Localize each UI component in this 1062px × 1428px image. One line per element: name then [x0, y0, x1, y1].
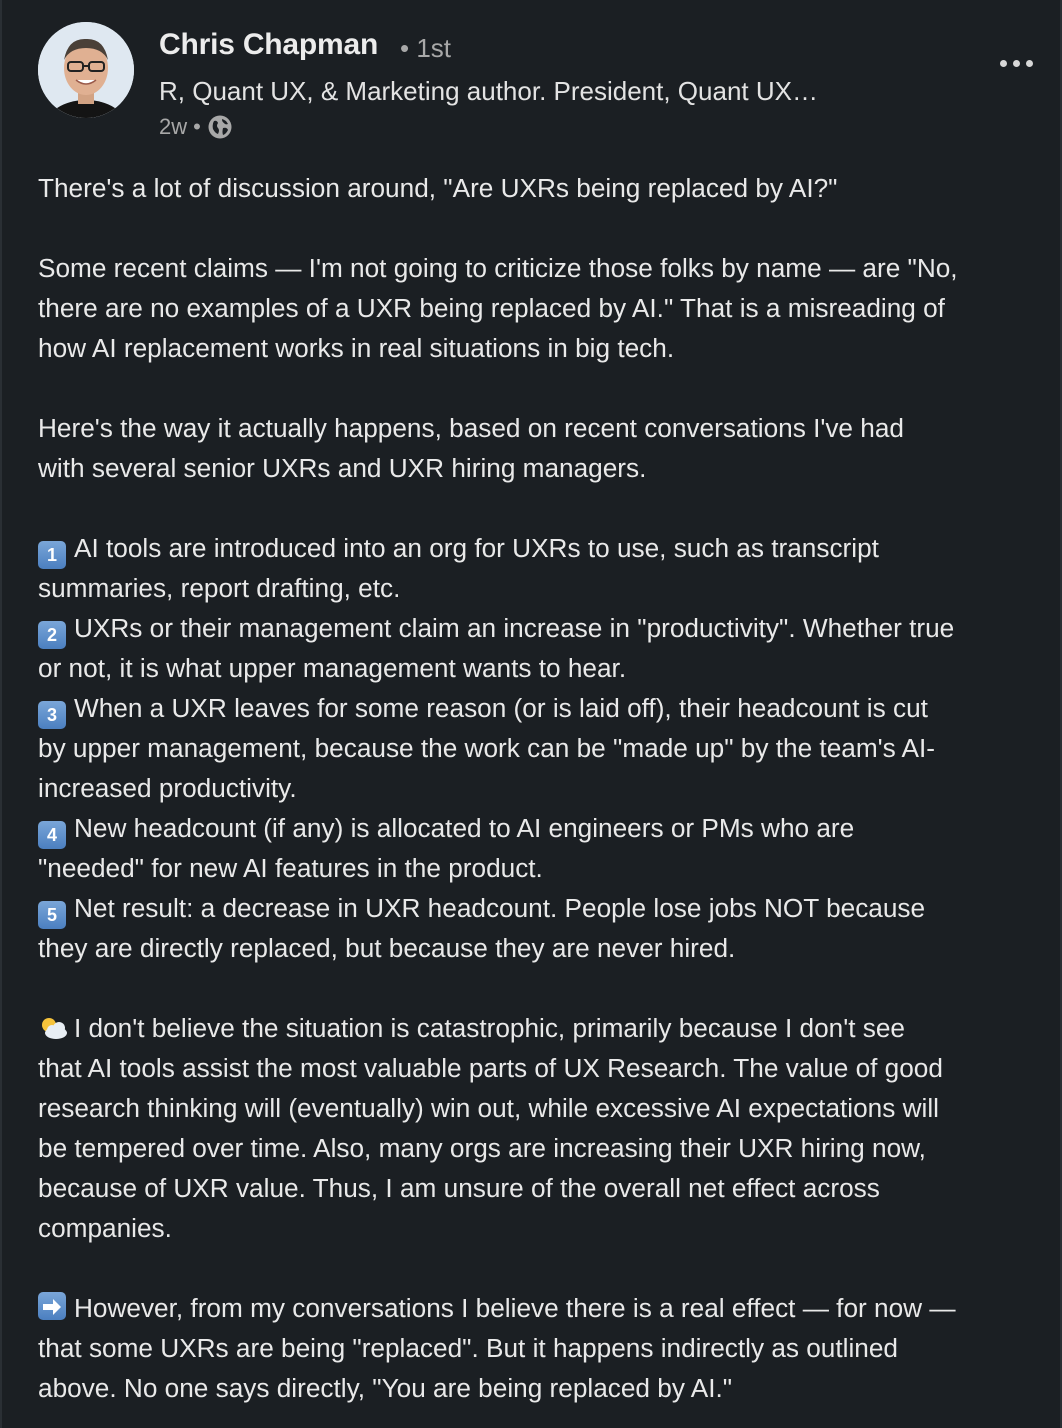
- text-line: be tempered over time. Also, many orgs are increasing their UXR hiring now,: [38, 1133, 926, 1163]
- paragraph-text: I don't believe the situation is catastrophic, primarily because I don't see: [74, 1013, 905, 1043]
- list-item-text: AI tools are introduced into an org for UXRs to use, such as transcript: [74, 533, 879, 563]
- connection-degree: • 1st: [400, 33, 452, 63]
- right-arrow-glyph: [38, 1293, 66, 1321]
- list-item-text: UXRs or their management claim an increase in "productivity". Whether true: [74, 613, 955, 643]
- avatar-photo: [38, 22, 134, 118]
- list-item: [38, 888, 1054, 928]
- text-line: "needed" for new AI features in the product.: [38, 853, 543, 883]
- text-line: summaries, report drafting, etc.: [38, 573, 401, 603]
- post-time: 2w: [159, 114, 188, 139]
- text-line: or not, it is what upper management wants to hear.: [38, 653, 627, 683]
- text-line: Here's the way it actually happens, based on recent conversations I've had: [38, 413, 904, 443]
- author-name[interactable]: Chris Chapman: [159, 28, 379, 61]
- text-line: increased productivity.: [38, 773, 297, 803]
- text-line: [38, 1288, 1054, 1328]
- more-dot-icon: [1000, 60, 1007, 67]
- list-item-text: Net result: a decrease in UXR headcount. People lose jobs NOT because: [74, 893, 926, 923]
- text-line: companies.: [38, 1213, 172, 1243]
- text-line: with several senior UXRs and UXR hiring managers.: [38, 453, 647, 483]
- text-line: there are no examples of a UXR being replaced by AI." That is a misreading of: [38, 293, 945, 323]
- keycap-3-icon: 3: [38, 701, 66, 729]
- list-item-text: New headcount (if any) is allocated to AI engineers or PMs who are: [74, 813, 855, 843]
- list-item: [38, 608, 1054, 648]
- paragraph-intro: There's a lot of discussion around, "Are UXRs being replaced by AI?": [38, 173, 838, 203]
- more-options-button[interactable]: [986, 46, 1046, 80]
- author-avatar[interactable]: [38, 22, 134, 118]
- list-item: [38, 808, 1054, 848]
- text-line: [38, 1008, 1054, 1048]
- text-line: they are directly replaced, but because they are never hired.: [38, 933, 736, 963]
- author-headline: R, Quant UX, & Marketing author. President, Quant UX…: [159, 76, 818, 106]
- more-dot-icon: [1026, 60, 1033, 67]
- right-arrow-icon: [38, 1292, 66, 1320]
- meta-separator: •: [193, 114, 201, 139]
- paragraph-text: However, from my conversations I believe there is a real effect — for now —: [74, 1293, 956, 1323]
- sun-behind-cloud-icon: [38, 1014, 68, 1042]
- text-line: research thinking will (eventually) win out, while excessive AI expectations will: [38, 1093, 939, 1123]
- text-line: above. No one says directly, "You are being replaced by AI.": [38, 1373, 733, 1403]
- list-item: [38, 688, 1054, 728]
- text-line: Some recent claims — I'm not going to criticize those folks by name — are "No,: [38, 253, 958, 283]
- keycap-1-icon: 1: [38, 541, 66, 569]
- text-line: because of UXR value. Thus, I am unsure of the overall net effect across: [38, 1173, 880, 1203]
- post-meta: [159, 114, 233, 140]
- keycap-4-icon: 4: [38, 821, 66, 849]
- text-line: that some UXRs are being "replaced". But it happens indirectly as outlined: [38, 1333, 898, 1363]
- text-line: how AI replacement works in real situations in big tech.: [38, 333, 675, 363]
- list-item: [38, 528, 1054, 568]
- more-dot-icon: [1013, 60, 1020, 67]
- post-body: [38, 168, 1054, 1408]
- globe-icon: [207, 114, 233, 140]
- keycap-5-icon: 5: [38, 901, 66, 929]
- list-item-text: When a UXR leaves for some reason (or is laid off), their headcount is cut: [74, 693, 928, 723]
- keycap-2-icon: 2: [38, 621, 66, 649]
- text-line: by upper management, because the work can be "made up" by the team's AI-: [38, 733, 936, 763]
- text-line: that AI tools assist the most valuable parts of UX Research. The value of good: [38, 1053, 943, 1083]
